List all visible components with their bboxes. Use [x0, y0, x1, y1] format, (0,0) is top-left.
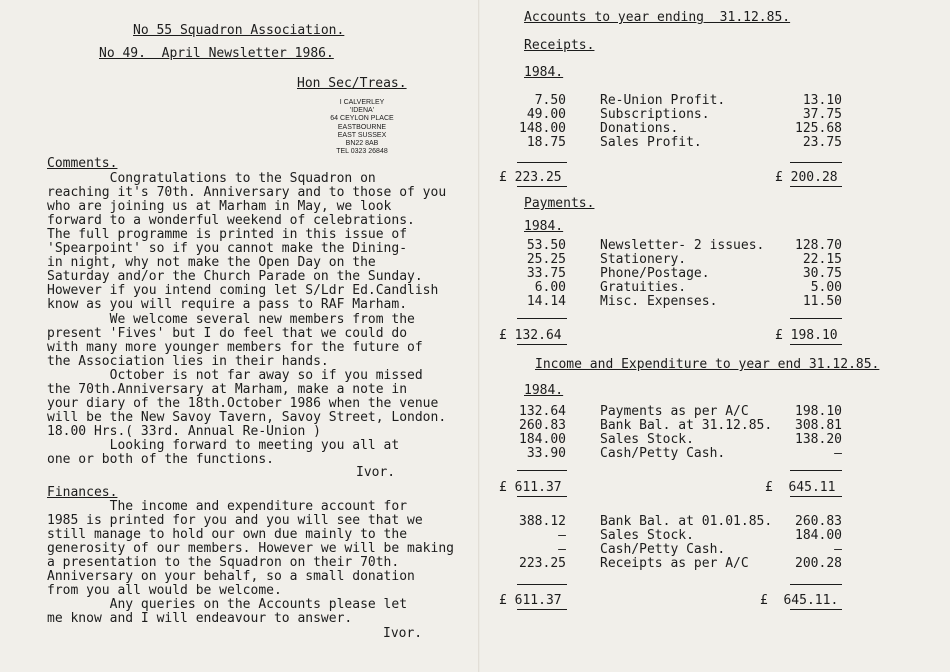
- payments-year: 1984.: [524, 219, 564, 234]
- finances-line: from you all would be welcome.: [47, 583, 282, 598]
- comments-line: one or both of the functions.: [47, 452, 274, 467]
- value-1984: 53.50: [526, 238, 566, 253]
- row-label: Donations.: [600, 121, 679, 136]
- address-line: I CALVERLEY: [339, 99, 385, 106]
- row-label: Re-Union Profit.: [600, 93, 726, 108]
- receipts-year: 1984.: [524, 65, 564, 80]
- address-line: 'IDENA': [349, 107, 375, 115]
- value-1985: 200.28: [795, 556, 842, 571]
- comments-line: will be the New Savoy Tavern, Savoy Street, London.: [47, 409, 447, 425]
- finances-line: 1985 is printed for you and you will see that we: [47, 513, 423, 528]
- value-1984: 18.75: [526, 135, 566, 150]
- value-1984: 33.75: [526, 266, 566, 281]
- address-line: TEL 0323 26848: [336, 148, 388, 156]
- association-title: No 55 Squadron Association.: [133, 23, 345, 38]
- finances-heading: Finances.: [47, 485, 118, 500]
- rule: [517, 344, 567, 345]
- value-1985: 184.00: [795, 528, 842, 543]
- value-1984: 388.12: [519, 514, 566, 529]
- rule: [517, 584, 567, 585]
- row-label: Sales Stock.: [600, 432, 694, 447]
- finances-line: a presentation to the Squadron on their 70th.: [47, 555, 400, 570]
- row-label: Gratuities.: [600, 280, 687, 295]
- value-1984: 7.50: [534, 93, 566, 108]
- comments-line: Saturday and/or the Church Parade on the Sunday.: [47, 269, 423, 285]
- value-1984: 6.00: [534, 280, 566, 295]
- receipts-total-1985: £ 200.28: [775, 170, 838, 185]
- row-label: Bank Bal. at 01.01.85.: [600, 514, 773, 529]
- comments-line: Looking forward to meeting you all at: [47, 437, 400, 453]
- finances-line: me know and I will endeavour to answer.: [47, 611, 353, 626]
- ie1-total-1984: £ 611.37: [499, 480, 562, 495]
- comments-line: the Association lies in their hands.: [47, 353, 329, 369]
- comments-line: 18.00 Hrs.( 33rd. Annual Re-Union ): [47, 423, 321, 439]
- row-label: Payments as per A/C: [600, 404, 749, 419]
- income-expenditure-heading: Income and Expenditure to year end 31.12.85.: [535, 357, 880, 372]
- payments-total-1985: £ 198.10: [775, 328, 838, 343]
- comments-line: Congratulations to the Squadron on: [47, 171, 376, 186]
- comments-line: reaching it's 70th. Anniversary and to those of you: [47, 185, 447, 201]
- finances-line: generosity of our members. However we will be making: [47, 541, 454, 556]
- rule: [517, 318, 567, 319]
- comments-line: who are joining us at Marham in May, we look: [47, 199, 392, 215]
- value-1984: 184.00: [519, 432, 566, 447]
- value-1984: 14.14: [526, 294, 566, 309]
- row-label: Misc. Expenses.: [600, 294, 718, 309]
- rule: [790, 344, 842, 345]
- row-label: Stationery.: [600, 252, 687, 267]
- ie2-total-1984: £ 611.37: [499, 593, 562, 608]
- signature-2: Ivor.: [383, 626, 423, 641]
- finances-line: still manage to hold our own due mainly to the: [47, 527, 408, 542]
- value-1985: 30.75: [802, 266, 842, 281]
- payments-heading: Payments.: [524, 196, 595, 211]
- value-1984: 148.00: [519, 121, 566, 136]
- rule: [790, 584, 842, 585]
- value-1985: —: [834, 542, 842, 557]
- row-label: Cash/Petty Cash.: [600, 446, 726, 461]
- row-label: Subscriptions.: [600, 107, 710, 122]
- value-1984: 260.83: [519, 418, 566, 433]
- comments-line: However if you intend coming let S/Ldr Ed.Candlish: [47, 283, 439, 299]
- comments-line: in night, why not make the Open Day on the: [47, 255, 376, 271]
- comments-heading: Comments.: [47, 156, 118, 171]
- rule: [517, 496, 567, 497]
- rule: [790, 318, 842, 319]
- value-1985: 11.50: [802, 294, 842, 309]
- hon-sec-heading: Hon Sec/Treas.: [297, 76, 407, 91]
- finances-line: Any queries on the Accounts please let: [47, 597, 408, 612]
- ie2-total-1985: £ 645.11.: [760, 593, 839, 608]
- value-1985: —: [834, 446, 842, 461]
- comments-line: October is not far away so if you missed: [47, 367, 423, 383]
- rule: [517, 162, 567, 163]
- row-label: Cash/Petty Cash.: [600, 542, 726, 557]
- accounts-heading: Accounts to year ending 31.12.85.: [524, 10, 791, 25]
- comments-line: forward to a wonderful weekend of celebrations.: [47, 213, 415, 229]
- row-label: Bank Bal. at 31.12.85.: [600, 418, 773, 433]
- value-1984: —: [558, 542, 566, 557]
- value-1984: 49.00: [526, 107, 566, 122]
- rule: [790, 496, 842, 497]
- rule: [517, 470, 567, 471]
- address-line: EASTBOURNE: [337, 123, 387, 131]
- value-1985: 138.20: [795, 432, 842, 447]
- row-label: Sales Profit.: [600, 135, 702, 150]
- newsletter-title: No 49. April Newsletter 1986.: [99, 46, 334, 61]
- value-1985: 198.10: [795, 404, 842, 419]
- address-line: BN22 8AB: [345, 140, 379, 147]
- comments-line: know as you will require a pass to RAF Marham.: [47, 297, 408, 313]
- page-fold: [478, 0, 480, 672]
- ie1-total-1985: £ 645.11: [765, 480, 836, 495]
- rule: [790, 162, 842, 163]
- rule: [790, 609, 842, 610]
- finances-line: The income and expenditure account for: [47, 499, 408, 514]
- value-1984: —: [558, 528, 566, 543]
- address-line: EAST SUSSEX: [337, 131, 387, 139]
- value-1985: 128.70: [795, 238, 842, 253]
- comments-line: the 70th.Anniversary at Marham, make a note in: [47, 381, 408, 397]
- comments-line: We welcome several new members from the: [47, 311, 415, 327]
- value-1984: 132.64: [519, 404, 566, 419]
- value-1984: 223.25: [519, 556, 566, 571]
- row-label: Receipts as per A/C: [600, 556, 749, 571]
- receipts-heading: Receipts.: [524, 38, 595, 53]
- value-1985: 23.75: [802, 135, 842, 150]
- comments-line: with many more younger members for the future of: [47, 339, 423, 355]
- rule: [790, 186, 842, 187]
- signature-1: Ivor.: [356, 465, 396, 480]
- ie-year: 1984.: [524, 383, 564, 398]
- rule: [517, 186, 567, 187]
- row-label: Sales Stock.: [600, 528, 694, 543]
- value-1985: 125.68: [795, 121, 842, 136]
- value-1985: 308.81: [795, 418, 842, 433]
- rule: [517, 609, 567, 610]
- receipts-total-1984: £ 223.25: [499, 170, 562, 185]
- row-label: Newsletter- 2 issues.: [600, 238, 765, 253]
- rule: [790, 470, 842, 471]
- payments-total-1984: £ 132.64: [499, 328, 562, 343]
- comments-line: 'Spearpoint' so if you cannot make the Dining-: [47, 241, 408, 257]
- value-1985: 260.83: [795, 514, 842, 529]
- comments-line: The full programme is printed in this issue of: [47, 227, 408, 243]
- value-1984: 25.25: [526, 252, 566, 267]
- value-1985: 5.00: [810, 280, 842, 295]
- comments-line: your diary of the 18th.October 1986 when the venue: [47, 395, 439, 411]
- finances-line: Anniversary on your behalf, so a small donation: [47, 569, 415, 584]
- value-1985: 37.75: [802, 107, 842, 122]
- row-label: Phone/Postage.: [600, 266, 710, 281]
- address-line: 64 CEYLON PLACE: [330, 115, 394, 123]
- value-1985: 13.10: [802, 93, 842, 108]
- value-1985: 22.15: [802, 252, 842, 267]
- value-1984: 33.90: [526, 446, 566, 461]
- comments-line: present 'Fives' but I do feel that we could do: [47, 325, 408, 341]
